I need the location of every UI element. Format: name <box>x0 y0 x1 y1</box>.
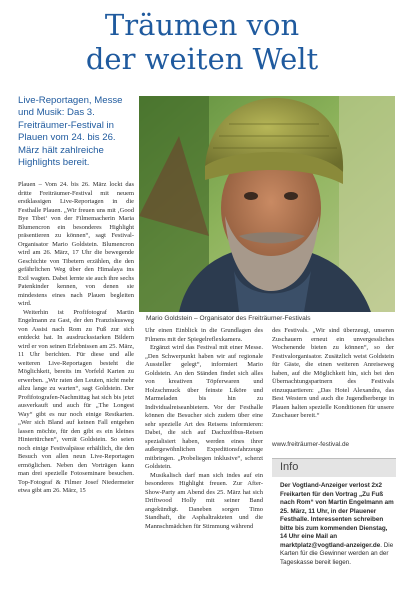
paragraph: Uhr einen Einblick in die Grundlagen des Filmens mit der Spiegelreflexkamera. <box>145 327 263 343</box>
photo-caption: Mario Goldstein – Organisator des Freiträumer-Festivals <box>146 315 311 322</box>
info-box-text <box>280 482 394 567</box>
paragraph: Ergänzt wird das Festival mit einer Messe. „Den Schwerpunkt haben wir auf regionale Aussteller gelegt“, informiert Mario Goldstein. An den Ständen findet sich alles von kreativen Töpferwaren und Holzschmuck über feinste Liköre und Marmeladen bis hin zu Individualreiseanbietern. Vor der Festhalle können die Besucher sich zudem über eine sehr spezielle Art des Reisens informieren: Dabei, die sich auf Dachzeltbus-Reisen spezialisiert haben, werden eines ihrer außergewöhnlichen Expeditionsfahrzeuge mitbringen. „Probeliegen inklusive“, scherzt Goldstein. <box>145 344 263 470</box>
headline-line-2: der weiten Welt <box>85 42 319 76</box>
portrait-photo <box>139 96 395 312</box>
man-with-knit-hat-image <box>139 96 395 312</box>
headline-line-1: Träumen von <box>104 8 300 42</box>
article-column-3 <box>272 327 394 435</box>
info-text-part-2: . Die Karten für die Gewinner werden an der Tageskasse bereit liegen. <box>280 541 394 566</box>
paragraph: Weiterhin ist Profifotograf Martin Engelmann zu Gast, der den Franziskusweg von Assisi nach Rom zu Fuß zur sich entdeckt hat. In ausdrucksstarken Bildern wird er von seinen Erlebnissen am 25. März, 11 Uhr berichten. Für diese und alle weiteren Live-Reportagen besteht die Möglichkeit, bereits im Vorfeld Karten zu erwerben. „Wir raten den Leuten, nicht mehr allzu lange zu warten“, sagt Goldstein. Der Profifotografen-Nachmittag hat sich bis jetzt ausverkauft und auch für „The Longest Way“ gibt es nur noch einige Restkarten. „Wer sich Bland auf keinen Fall entgehen lassen möchte, für den gibt es ein kleines Hintertürchen“, verrät Goldstein. So seien noch einige Festivalpässe erhältlich, die den Besuch von allen neun Live-Reportagen ermöglichen. Neben den Vorträgen kann man drei spezielle Fotoseminare besuchen. Top-Fotograf & Filmer Josef Niedermeier etwa gibt am 26. März, 15 <box>18 308 134 494</box>
article-column-2 <box>145 327 263 595</box>
lead-paragraph: Live-Reportagen, Messe und Musik: Das 3. Freiträumer-Festival in Plauen vom 24. bis 26. März hält zahlreiche Highlights bereit. <box>18 95 123 169</box>
info-text-part-1: Der Vogtland-Anzeiger verlost 2x2 Freikarten für den Vortrag „Zu Fuß nach Rom“ von Martin Engelmann am 25. März, 11 Uhr, in der Plauener Festhalle. Interessenten schreiben bitte bis zum kommenden Dienstag, 14 Uhr eine Mail an <box>280 482 394 540</box>
article-column-1 <box>18 181 134 593</box>
paragraph: des Festivals. „Wir sind überzeugt, unseren Zuschauern erneut ein unvergessliches Wochenende bieten zu können“, so der Festivalorganisator. Zusätzlich weist Goldstein für Gäste, die einen weiteren Anreiseweg haben, auf die Möglichkeit hin, sich bei den Übernachtungspartnern des Festivals einzuquartieren: „Das Hotel Alexandra, das Best Western und auch die Jugendherberge in Plauen halten spezielle Konditionen für unsere Zuschauer bereit.“ <box>272 327 394 419</box>
paragraph: Musikalisch darf man sich indes auf ein besonderes Highlight freuen. Zur After-Show-Party am Abend des 25. März hat sich Driftwood Holly mit seiner Band angekündigt. Daneben sorgen Timo Standhaft, die Asphaltrakteten und die Mannschmädchen für Stimmung während <box>145 471 263 530</box>
info-box-header <box>272 458 396 477</box>
info-title: Info <box>280 461 299 473</box>
headline <box>0 8 404 76</box>
info-email: marktplatz@vogtland-anzeiger.de <box>280 541 381 549</box>
festival-website: www.freiträumer-festival.de <box>272 441 350 448</box>
paragraph: Plauen – Vom 24. bis 26. März lockt das dritte Freiträumer-Festival mit neuem erstklassigen Live-Reportagen in die Festhalle Plauen. „Wir freuen uns mit ‚Good Bye Tibet‘ von der Filmemacherin Maria Blumencron ein besonderes Highlight präsentieren zu können“, sagt Festival-Organisator Mario Goldstein. Blumencron wird am 26. März, 17 Uhr die bewegende Geschichte von Tibetern erzählen, die den gefährlichen Weg über den Himalaya ins Exil wagten. Dabei lernte sie auch ihre sechs Patenkinder kennen, von denen sie mindestens eines nach Plauen begleiten wird. <box>18 181 134 307</box>
